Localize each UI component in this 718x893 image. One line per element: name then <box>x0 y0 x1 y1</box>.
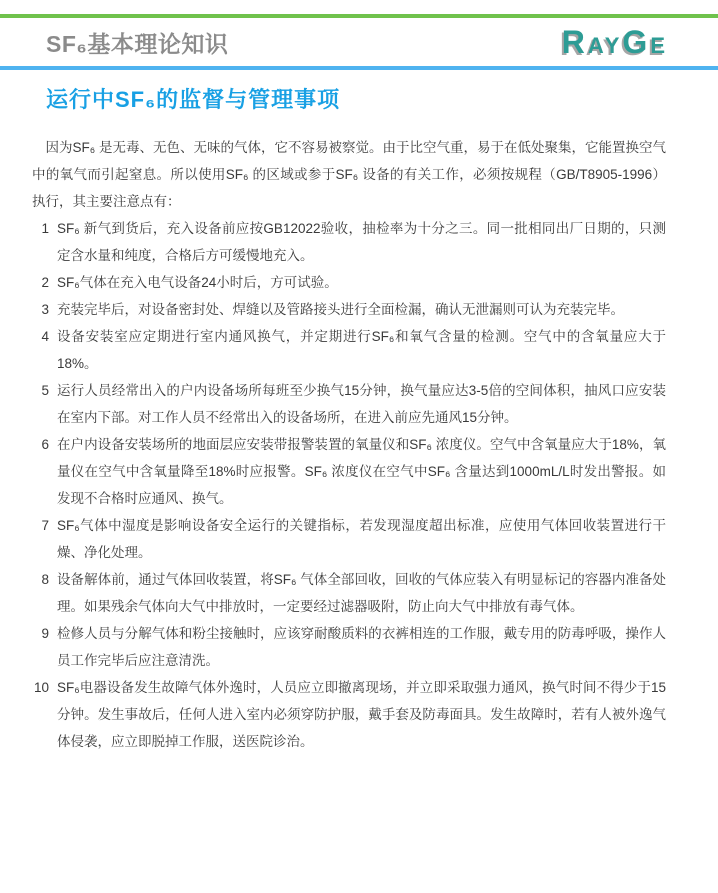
intro-paragraph: 因为SF₆ 是无毒、无色、无味的气体，它不容易被察觉。由于比空气重，易于在低处聚集，它能置换空气中的氧气而引起窒息。所以使用SF₆ 的区域或参于SF₆ 设备的有关工作，必须按规程（GB/T8905-1996）执行，其主要注意点有： <box>32 140 666 209</box>
brand-logo-letter: G <box>622 24 651 60</box>
section-title: 运行中SF₆的监督与管理事项 <box>46 87 341 112</box>
list-item-number: 9 <box>41 626 49 641</box>
list-item-text: SF₆电器设备发生故障气体外逸时，人员应立即撤离现场，并立即采取强力通风，换气时间不得少于15分钟。发生事故后，任何人进入室内必须穿防护服，戴手套及防毒面具。发生故障时，若有人被外逸气体侵袭，应立即脱掉工作服，送医院诊治。 <box>57 680 666 749</box>
list-item-text: 在户内设备安装场所的地面层应安装带报警装置的氧量仪和SF₆ 浓度仪。空气中含氧量应大于18%，氧量仪在空气中含氧量降至18%时应报警。SF₆ 浓度仪在空气中SF₆ 含量达到1000mL/L时发出警报。如发现不合格时应通风、换气。 <box>57 437 666 506</box>
article <box>32 134 666 755</box>
list-item-text: 设备安装室应定期进行室内通风换气，并定期进行SF₆和氧气含量的检测。空气中的含氧量应大于18%。 <box>57 329 666 371</box>
brand-logo <box>562 26 668 58</box>
list-item-number: 1 <box>41 221 49 236</box>
list-item <box>32 674 666 755</box>
list-item <box>32 431 666 512</box>
list-item-text: 设备解体前，通过气体回收装置，将SF₆ 气体全部回收，回收的气体应装入有明显标记的容器内准备处理。如果残余气体向大气中排放时，一定要经过滤器吸附，防止向大气中排放有毒气体。 <box>57 572 666 614</box>
list-item-number: 8 <box>41 572 49 587</box>
list-item-number: 7 <box>41 518 49 533</box>
list-item <box>32 377 666 431</box>
list-item-number: 2 <box>41 275 49 290</box>
list-item-number: 10 <box>33 680 49 695</box>
list-item-number: 5 <box>41 383 49 398</box>
list-item <box>32 620 666 674</box>
numbered-list <box>32 215 666 755</box>
list-item-text: 运行人员经常出入的户内设备场所每班至少换气15分钟，换气量应达3-5倍的空间体积，抽风口应安装在室内下部。对工作人员不经常出入的设备场所，在进入前应先通风15分钟。 <box>57 383 666 425</box>
list-item <box>32 215 666 269</box>
page <box>0 14 718 893</box>
list-item <box>32 296 666 323</box>
list-item-text: SF₆气体在充入电气设备24小时后，方可试验。 <box>57 275 338 290</box>
brand-logo-letter: E <box>650 33 668 58</box>
list-item-number: 4 <box>41 329 49 344</box>
list-item-text: 检修人员与分解气体和粉尘接触时，应该穿耐酸质料的衣裤相连的工作服，戴专用的防毒呼吸，操作人员工作完毕后应注意清洗。 <box>57 626 666 668</box>
list-item-text: SF₆气体中湿度是影响设备安全运行的关键指标，若发现湿度超出标准，应使用气体回收装置进行干燥、净化处理。 <box>57 518 666 560</box>
brand-logo-letter: R <box>561 24 588 60</box>
list-item <box>32 269 666 296</box>
list-item-text: 充装完毕后，对设备密封处、焊缝以及管路接头进行全面检漏，确认无泄漏则可认为充装完毕。 <box>57 302 624 317</box>
page-header-title: SF₆基本理论知识 <box>46 30 229 57</box>
page-header <box>0 18 718 66</box>
list-item <box>32 512 666 566</box>
list-item-text: SF₆ 新气到货后，充入设备前应按GB12022验收，抽检率为十分之三。同一批相同出厂日期的，只测定含水量和纯度，合格后方可缓慢地充入。 <box>57 221 666 263</box>
list-item-number: 6 <box>41 437 49 452</box>
list-item <box>32 323 666 377</box>
header-divider-rule <box>0 66 718 70</box>
brand-logo-letter: AY <box>587 33 623 58</box>
list-item <box>32 566 666 620</box>
list-item-number: 3 <box>41 302 49 317</box>
